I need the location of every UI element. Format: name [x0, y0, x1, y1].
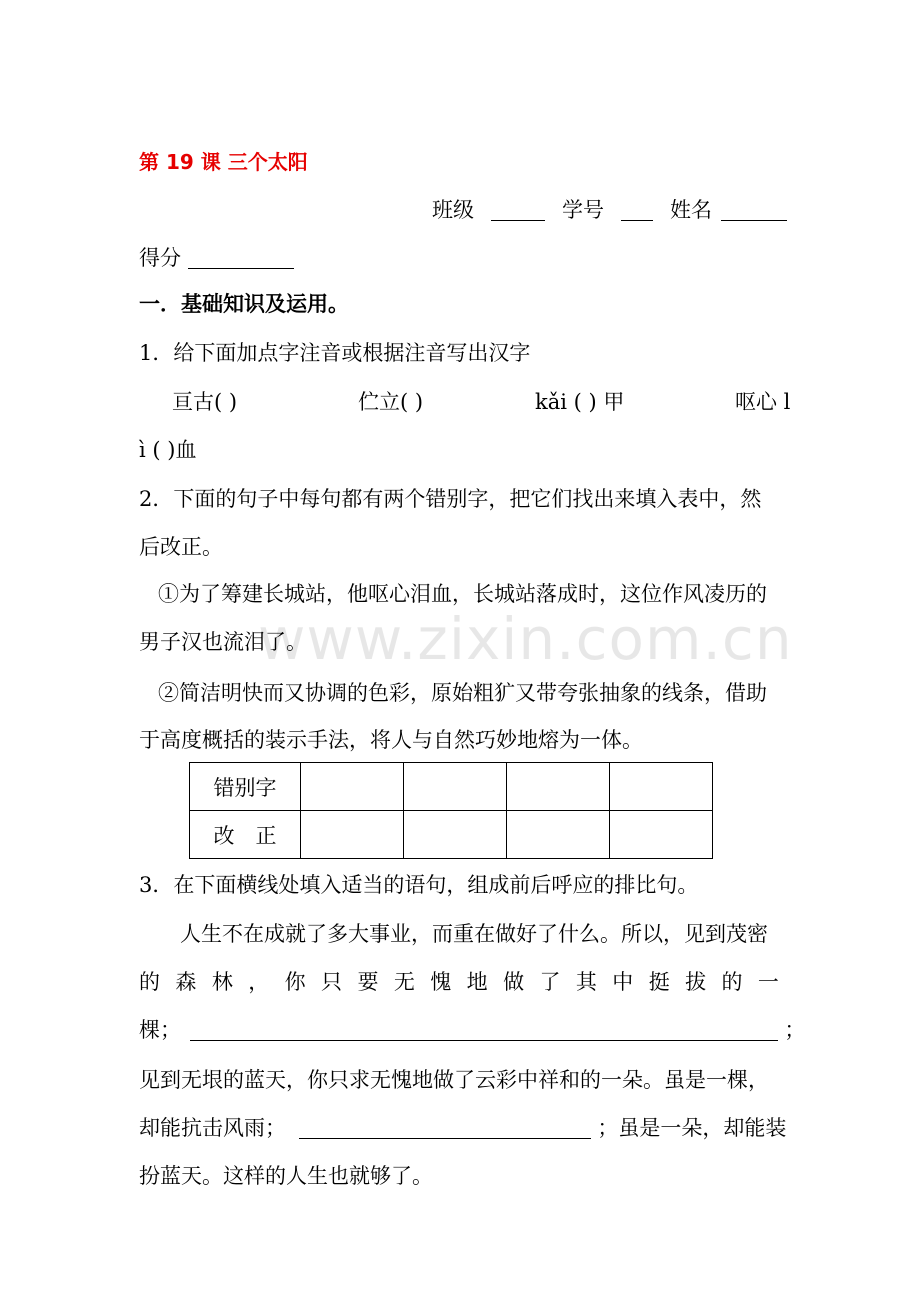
q3-line3	[139, 1020, 805, 1041]
q3-line1: 人生不在成就了多大事业，而重在做好了什么。所以，见到茂密	[180, 922, 768, 946]
answer-table	[189, 762, 713, 859]
table-cell[interactable]	[404, 763, 507, 811]
table-cell[interactable]	[507, 811, 610, 859]
number-blank[interactable]	[621, 200, 653, 221]
q3-prompt: 3．在下面横线处填入适当的语句，组成前后呼应的排比句。	[139, 873, 699, 897]
q1-line2: ì ( )血	[139, 438, 197, 462]
table-cell[interactable]	[610, 811, 713, 859]
number-label: 学号	[562, 198, 604, 222]
q3-line2-char: 做	[503, 970, 525, 994]
q3-line6: 扮蓝天。这样的人生也就够了。	[139, 1164, 433, 1188]
q3-line2-char: 中	[612, 970, 634, 994]
q3-line2-char: 森	[175, 970, 197, 994]
name-field	[670, 200, 787, 221]
q3-line5	[139, 1118, 786, 1139]
class-blank[interactable]	[491, 200, 545, 221]
table-row	[190, 811, 713, 859]
watermark: www.zixin.com.cn	[258, 605, 793, 673]
q3-line2-char: 林	[211, 970, 233, 994]
q3-line2-char: 一	[757, 970, 779, 994]
q3-line3-end: ；	[784, 1018, 806, 1042]
table-row-label: 错别字	[190, 763, 301, 811]
q3-line2	[139, 972, 779, 993]
class-label: 班级	[432, 198, 474, 222]
q3-line2-char: 的	[721, 970, 743, 994]
q2-sentence1-line2: 男子汉也流泪了。	[139, 630, 307, 654]
q1-item-3: kǎi ( ) 甲	[535, 390, 625, 414]
q3-line2-char: 你	[284, 970, 306, 994]
table-row	[190, 763, 713, 811]
table-cell[interactable]	[301, 763, 404, 811]
score-label: 得分	[139, 246, 181, 270]
number-field	[562, 200, 653, 221]
lesson-title: 第 19 课 三个太阳	[139, 150, 308, 174]
q3-line3-start: 棵；	[139, 1018, 181, 1042]
q2-prompt-line1: 2．下面的句子中每句都有两个错别字，把它们找出来填入表中，然	[139, 487, 762, 511]
name-blank[interactable]	[721, 200, 787, 221]
q1-prompt: 1．给下面加点字注音或根据注音写出汉字	[139, 341, 531, 365]
score-field	[139, 248, 294, 269]
q3-line2-char: 要	[357, 970, 379, 994]
q2-sentence2-line2: 于高度概括的装示手法，将人与自然巧妙地熔为一体。	[139, 728, 643, 752]
table-row-label: 改 正	[190, 811, 301, 859]
q3-line2-char: 挺	[648, 970, 670, 994]
q3-line2-char: 的	[139, 970, 160, 994]
q2-prompt-line2: 后改正。	[139, 535, 223, 559]
q3-line5-start: 却能抗击风雨；	[139, 1116, 286, 1140]
q2-sentence1-line1: ①为了筹建长城站，他呕心泪血，长城站落成时，这位作风凌历的	[158, 582, 767, 606]
class-field	[432, 200, 545, 221]
q1-item-4: 呕心 l	[735, 390, 791, 414]
answer-blank-1[interactable]	[190, 1020, 778, 1041]
q1-item-1: 亘古( )	[172, 390, 238, 414]
q3-line2-char: 拔	[685, 970, 707, 994]
score-blank[interactable]	[188, 248, 294, 269]
table-cell[interactable]	[610, 763, 713, 811]
q3-line2-char: 其	[575, 970, 597, 994]
answer-blank-2[interactable]	[299, 1118, 591, 1139]
q3-line4: 见到无垠的蓝天，你只求无愧地做了云彩中祥和的一朵。虽是一棵，	[139, 1068, 769, 1092]
q3-line2-char: ，	[248, 970, 270, 994]
q3-line2-char: 愧	[430, 970, 452, 994]
table-cell[interactable]	[507, 763, 610, 811]
q3-line2-char: 无	[393, 970, 415, 994]
q2-sentence2-line1: ②简洁明快而又协调的色彩，原始粗犷又带夸张抽象的线条，借助	[158, 681, 767, 705]
name-label: 姓名	[670, 198, 712, 222]
q3-line2-char: 只	[321, 970, 343, 994]
table-cell[interactable]	[404, 811, 507, 859]
q1-item-2: 伫立( )	[358, 390, 424, 414]
table-cell[interactable]	[301, 811, 404, 859]
q3-line2-char: 地	[466, 970, 488, 994]
q3-line2-char: 了	[539, 970, 561, 994]
q3-line5-end: ；虽是一朵，却能装	[597, 1116, 787, 1140]
section-heading: 一．基础知识及运用。	[139, 292, 349, 316]
